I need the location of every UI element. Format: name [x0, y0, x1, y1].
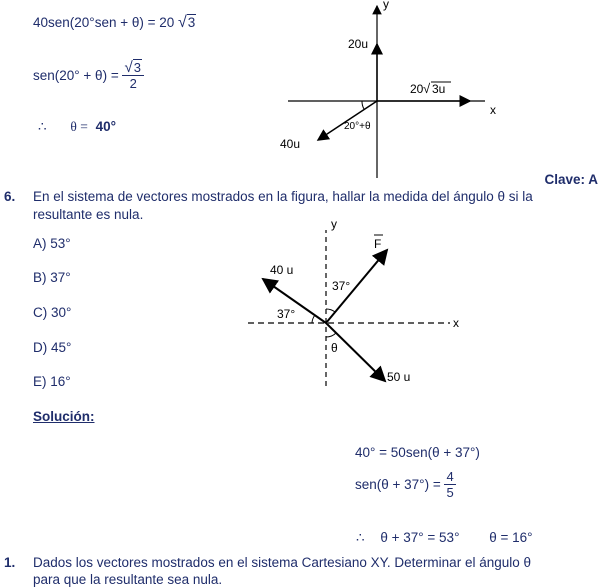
sol-line2-den: 5 — [446, 485, 454, 500]
fig2-label-37-left: 37° — [277, 307, 296, 321]
sol-therefore: ∴ — [356, 530, 365, 545]
sol-line2 — [355, 469, 456, 500]
fig1-label-40u: 40u — [280, 137, 301, 151]
fig2-label-50u: 50 u — [387, 370, 411, 384]
solution-label: Solución: — [33, 409, 95, 424]
prev-therefore: ∴ — [38, 119, 47, 134]
sol-line2-num: 4 — [446, 469, 454, 484]
figure-1-vectors — [280, 0, 500, 180]
q6-number: 6. — [4, 189, 16, 204]
figure-2-vectors — [240, 216, 480, 388]
fig1-root-sign: √ — [423, 81, 431, 96]
prev-eq1: 40sen(20°sen + θ) = 20 √3 — [33, 14, 196, 31]
sol-line1: 40° = 50sen(θ + 37°) — [355, 445, 480, 460]
fig2-label-40u: 40 u — [270, 263, 294, 277]
fig2-y-label: y — [331, 217, 337, 231]
fig2-arc-bottom — [326, 333, 336, 337]
fig1-label-20u: 20u — [348, 37, 369, 51]
fig2-label-theta: θ — [331, 341, 338, 355]
prev-eq2-den: 2 — [129, 76, 137, 91]
prev-eq3-value: 40° — [95, 119, 117, 134]
q6-text-line1: En el sistema de vectores mostrados en la figura, hallar la medida del ángulo θ si la — [33, 189, 533, 204]
fig1-label-root3u: 3u — [432, 82, 446, 96]
sol-line3 — [356, 530, 533, 546]
fig2-label-F: F — [374, 237, 382, 251]
q1-number: 1. — [4, 555, 16, 570]
prev-eq1-lhs: 40sen(20°sen + θ) = 20 — [33, 15, 175, 30]
prev-eq2-num: 3 — [133, 60, 141, 75]
q6-option-e: E) 16° — [33, 374, 71, 389]
fig2-x-label: x — [453, 316, 459, 330]
sol-line2-fraction — [444, 469, 455, 500]
fig1-y-label: y — [383, 0, 389, 11]
sol-line3-a: θ + 37° = 53° — [380, 530, 460, 545]
fig1-angle-arc — [362, 101, 364, 109]
fig1-label-angle: 20°+θ — [344, 121, 371, 132]
fig1-label-20: 20 — [410, 82, 424, 96]
prev-eq2 — [33, 60, 144, 91]
fig1-x-label: x — [490, 103, 496, 117]
prev-eq2-fraction: $\frac{√3}{2}$ — [122, 60, 143, 91]
prev-eq3-lhs: θ = — [70, 119, 88, 134]
prev-eq2-lhs: sen(20° + θ) = — [33, 68, 119, 83]
prev-eq3 — [38, 119, 116, 135]
prev-eq1-root: 3 — [187, 15, 196, 30]
q1-text-line2: para que la resultante sea nula. — [33, 572, 223, 587]
clave-answer: Clave: A — [544, 172, 598, 187]
fig2-arc-left — [312, 315, 315, 323]
fig2-arc-top — [326, 309, 335, 312]
q6-text-line2: resultante es nula. — [33, 207, 144, 222]
sol-line3-b: θ = 16° — [489, 530, 533, 545]
q6-option-a: A) 53° — [33, 236, 71, 251]
q6-option-d: D) 45° — [33, 340, 72, 355]
fig2-label-37-top: 37° — [332, 279, 351, 293]
sol-line2-lhs: sen(θ + 37°) = — [355, 477, 441, 492]
q6-option-b: B) 37° — [33, 270, 71, 285]
q1-text-line1: Dados los vectores mostrados en el sistema Cartesiano XY. Determinar el ángulo θ — [33, 555, 531, 570]
q6-option-c: C) 30° — [33, 305, 72, 320]
